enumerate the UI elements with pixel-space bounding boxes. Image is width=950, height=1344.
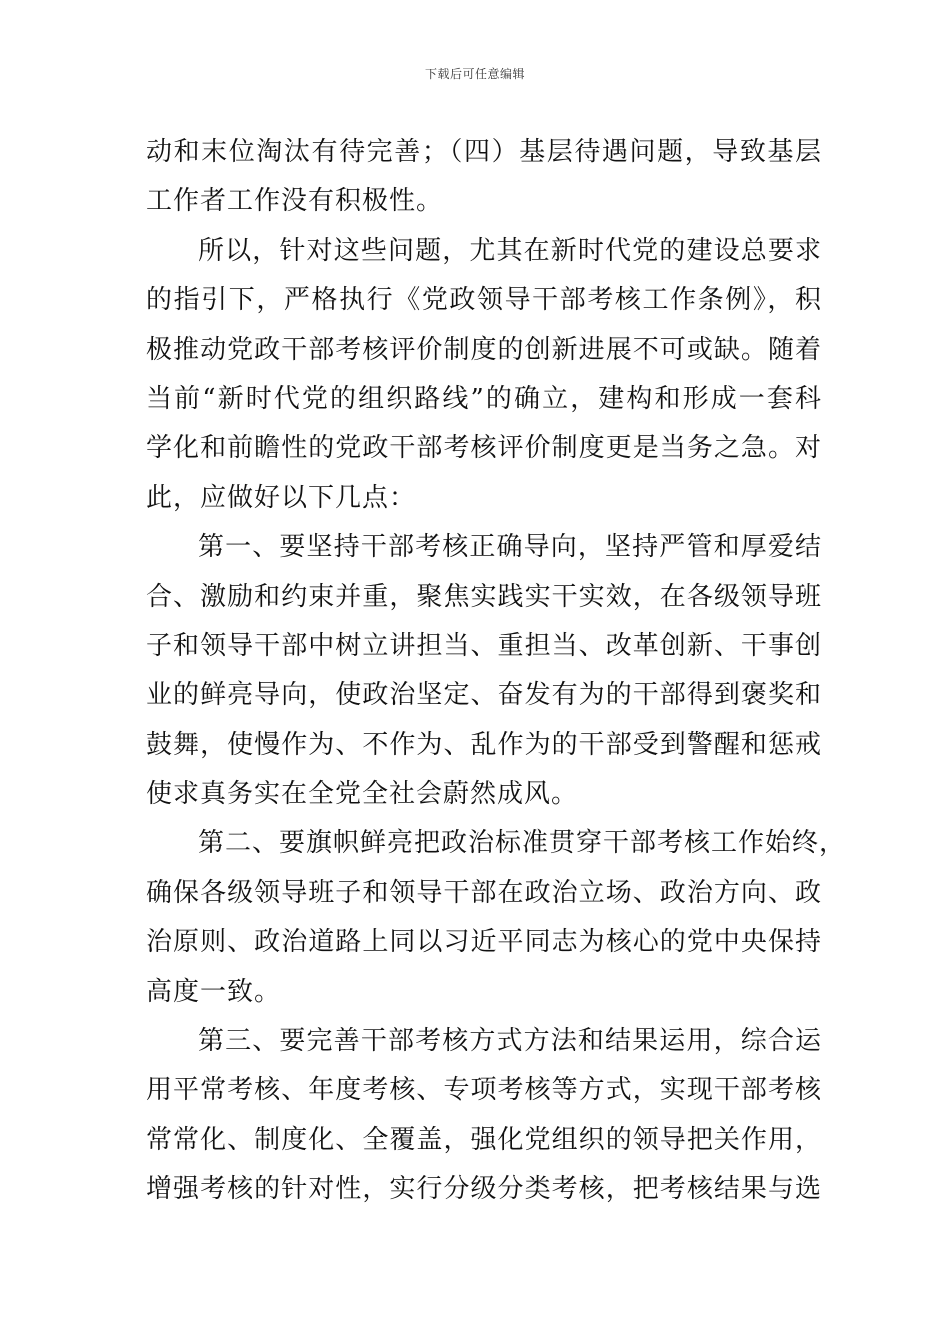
text-line: 当前“新时代党的组织路线”的确立，建构和形成一套科	[146, 383, 822, 414]
text-line: 鼓舞，使慢作为、不作为、乱作为的干部受到警醒和惩戒	[146, 729, 822, 760]
paragraph	[146, 1017, 822, 1215]
text-line: 用平常考核、年度考核、专项考核等方式，实现干部考核	[146, 1075, 822, 1106]
text-line: 使求真务实在全党全社会蔚然成风。	[146, 779, 579, 810]
text-line: 此，应做好以下几点：	[146, 482, 417, 513]
text-line: 第一、要坚持干部考核正确导向，坚持严管和厚爱结	[198, 532, 822, 563]
text-line: 确保各级领导班子和领导干部在政治立场、政治方向、政	[146, 877, 822, 908]
text-line: 极推动党政干部考核评价制度的创新进展不可或缺。随着	[146, 334, 822, 365]
text-line: 第三、要完善干部考核方式方法和结果运用，综合运	[198, 1026, 822, 1057]
paragraph	[146, 227, 822, 523]
text-line: 合、激励和约束并重，聚焦实践实干实效，在各级领导班	[146, 581, 822, 612]
text-line: 高度一致。	[146, 976, 282, 1007]
text-line: 业的鲜亮导向，使政治坚定、奋发有为的干部得到褒奖和	[146, 680, 822, 711]
text-line: 的指引下，严格执行《党政领导干部考核工作条例》，积	[146, 285, 822, 316]
text-line: 所以，针对这些问题，尤其在新时代党的建设总要求	[198, 235, 822, 266]
page-header: 下载后可任意编辑	[424, 67, 525, 81]
text-line: 第二、要旗帜鲜亮把政治标准贯穿干部考核工作始终，	[198, 828, 847, 859]
paragraph	[146, 523, 822, 819]
paragraph	[146, 819, 847, 1017]
text-line: 治原则、政治道路上同以习近平同志为核心的党中央保持	[146, 927, 822, 958]
text-line: 增强考核的针对性，实行分级分类考核，把考核结果与选	[146, 1174, 822, 1205]
text-line: 动和末位淘汰有待完善；（四）基层待遇问题，导致基层	[146, 137, 822, 167]
text-line: 工作者工作没有积极性。	[146, 186, 444, 217]
paragraph	[146, 128, 822, 227]
document-body	[146, 128, 847, 1215]
text-line: 常常化、制度化、全覆盖，强化党组织的领导把关作用，	[146, 1124, 822, 1155]
text-line: 子和领导干部中树立讲担当、重担当、改革创新、干事创	[146, 630, 822, 661]
text-line: 学化和前瞻性的党政干部考核评价制度更是当务之急。对	[146, 433, 822, 464]
